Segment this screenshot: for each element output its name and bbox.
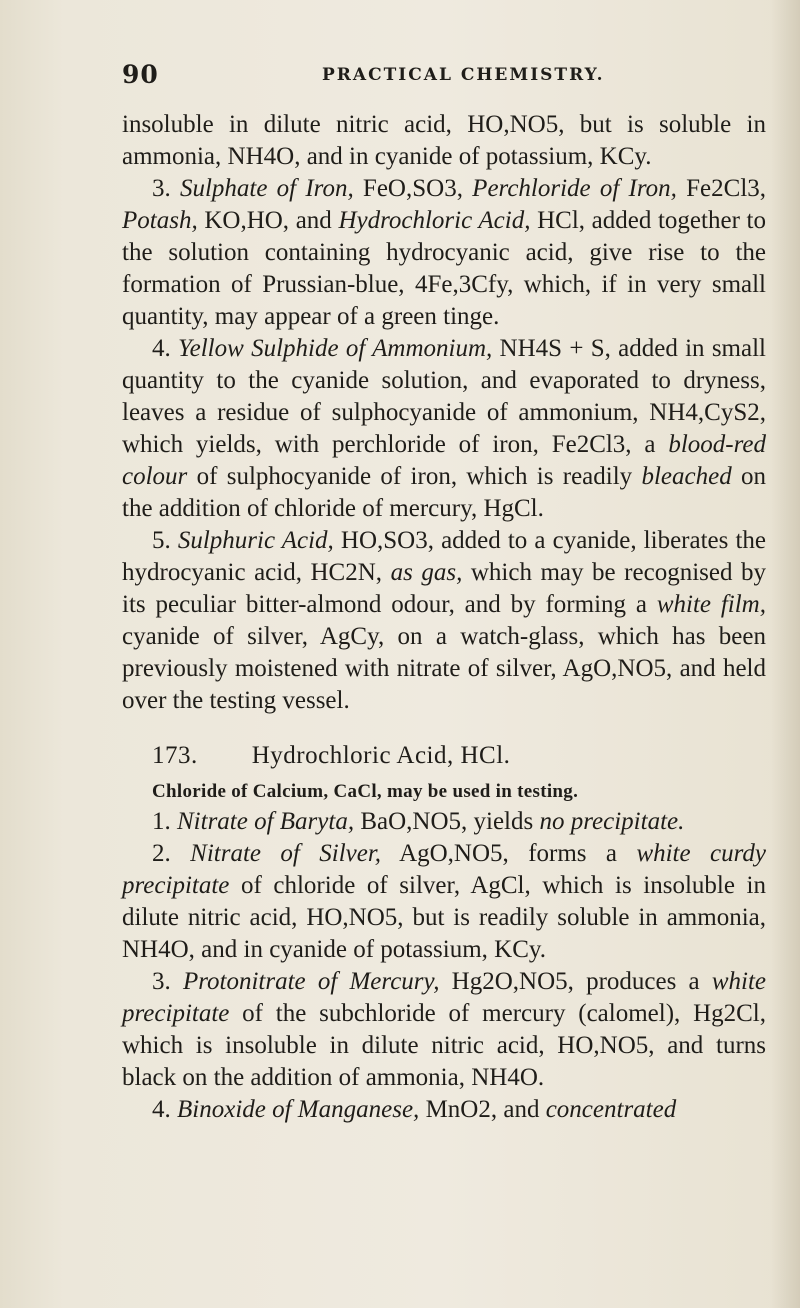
emphasis: concentrated — [545, 1096, 677, 1123]
emphasis: bleached — [641, 463, 732, 490]
reagent-name: Binoxide of Manganese, — [177, 1096, 420, 1123]
reagent-name: Hydrochloric Acid, — [338, 207, 531, 234]
item-text: HCl, added together to the solution containing hydrocyanic acid, give rise to the formation of Prussian-blue, 4Fe,3Cfy, which, if in very small quantity, may appear of a green tinge. — [122, 207, 766, 330]
item-text: of sulphocyanide of iron, which is readily — [187, 463, 642, 490]
item-text: FeO,SO3, — [353, 175, 473, 202]
reagent-name: Sulphate of Iron, — [179, 175, 354, 202]
item-text: HO,SO3, added to a cyanide, liberates the hydrocyanic acid, HC2N, — [122, 527, 767, 586]
item-number: 4. — [152, 335, 171, 362]
emphasis: white film, — [656, 591, 766, 618]
item-text: NH4S + S, added in small quantity to the cyanide solution, and evaporated to dryness, leaves a residue of sulphocyanide of ammonium, NH4,CyS2, which yields, with perchloride of iron, Fe2Cl3, a — [122, 335, 766, 458]
item-text: AgO,NO5, forms a — [381, 840, 637, 867]
reagent-name: Potash, — [122, 207, 198, 234]
continuation-paragraph — [122, 109, 766, 173]
section-note: Chloride of Calcium, CaCl, may be used in testing. — [152, 781, 579, 802]
test-item-3 — [122, 173, 766, 333]
item-number: 3. — [152, 175, 171, 202]
emphasis: as gas, — [390, 559, 463, 586]
emphasis: white curdy precipitate — [122, 840, 766, 899]
test-item-5 — [122, 525, 766, 717]
item-number: 5. — [152, 527, 171, 554]
page-header — [122, 60, 762, 100]
reagent-name: Protonitrate of Mercury, — [182, 968, 440, 995]
item-text: on the addition of chloride of mercury, HgCl. — [122, 463, 767, 522]
item-text: KO,HO, and — [197, 207, 339, 234]
item-text: of chloride of silver, AgCl, which is insoluble in dilute nitric acid, HO,NO5, but is readily soluble in ammonia, NH4O, and in cyanide of potassium, KCy. — [122, 872, 766, 963]
item-text: which may be recognised by its peculiar bitter-almond odour, and by forming a — [122, 559, 766, 618]
hcl-test-3 — [122, 966, 766, 1094]
reagent-name: Nitrate of Baryta, — [177, 808, 355, 835]
item-number: 2. — [152, 840, 171, 867]
item-text: Hg2O,NO5, produces a — [439, 968, 712, 995]
item-text: of the subchloride of mercury (calomel), Hg2Cl, which is insoluble in dilute nitric acid, HO,NO5, and turns black on the addition of ammonia, NH4O. — [122, 1000, 766, 1091]
reagent-name: Nitrate of Silver, — [190, 840, 382, 867]
item-text: cyanide of silver, AgCy, on a watch-glass, which has been previously moistened with nitrate of silver, AgO,NO5, and held over the testing vessel. — [122, 623, 766, 714]
continuation-text: insoluble in dilute nitric acid, HO,NO5, but is soluble in ammonia, NH4O, and in cyanide of potassium, KCy. — [122, 111, 766, 170]
item-text: MnO2, and — [419, 1096, 546, 1123]
hcl-test-1 — [122, 806, 766, 838]
page-edge-shadow — [770, 0, 800, 1308]
reagent-name: Perchloride of Iron, — [472, 175, 677, 202]
emphasis: white precipitate — [122, 968, 766, 1027]
emphasis: blood-red colour — [122, 431, 766, 490]
reagent-name: Sulphuric Acid, — [177, 527, 334, 554]
item-number: 1. — [152, 808, 171, 835]
hcl-test-2 — [122, 838, 766, 966]
item-number: 3. — [152, 968, 171, 995]
section-heading: 173. Hydrochloric Acid, HCl. — [152, 742, 511, 769]
test-item-4 — [122, 333, 766, 525]
body-text — [122, 109, 766, 1126]
emphasis: no precipitate. — [539, 808, 685, 835]
page-number: 90 — [122, 60, 159, 89]
hcl-test-4 — [122, 1094, 766, 1126]
running-head: PRACTICAL CHEMISTRY. — [322, 65, 605, 85]
item-text: Fe2Cl3, — [676, 175, 767, 202]
item-number: 4. — [152, 1096, 171, 1123]
item-text: BaO,NO5, yields — [354, 808, 540, 835]
reagent-name: Yellow Sulphide of Ammonium, — [178, 335, 493, 362]
